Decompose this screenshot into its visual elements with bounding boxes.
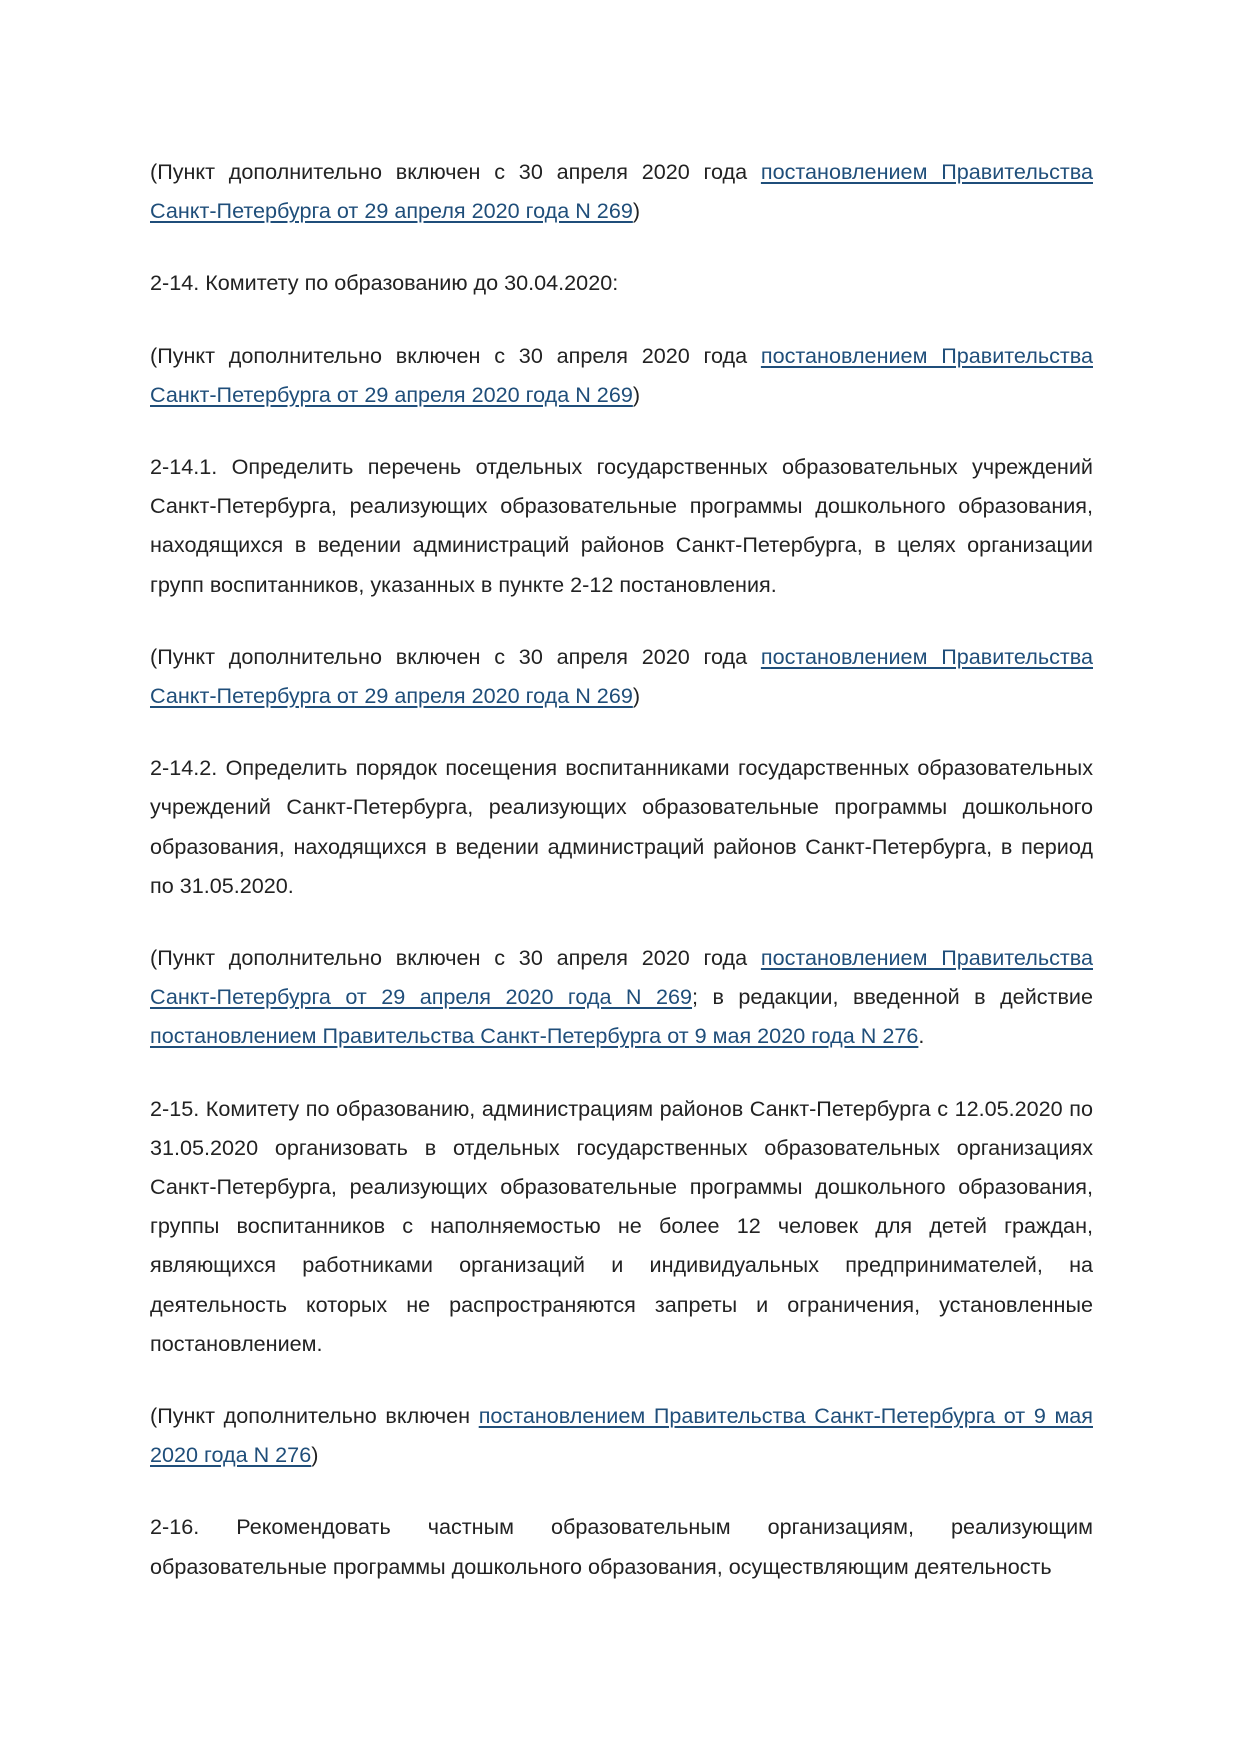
paragraph	[150, 263, 1093, 302]
paragraph-text: (Пункт дополнительно включен с 30 апреля 2020 года	[150, 159, 761, 184]
document-link[interactable]: постановлением Правительства Санкт-Петербурга от 9 мая 2020 года N 276	[150, 1023, 919, 1049]
document-link[interactable]: постановлением Правительства Санкт-Петербурга от 29 апреля 2020 года N 269	[150, 945, 1093, 1010]
paragraph	[150, 447, 1093, 604]
paragraph-text: 2-14.2. Определить порядок посещения воспитанниками государственных образовательных учреждений Санкт-Петербурга, реализующих образовательные программы дошкольного образования, находящихся в ведении администраций районов Санкт-Петербурга, в период по 31.05.2020.	[150, 755, 1093, 898]
paragraph-text: 2-14.1. Определить перечень отдельных государственных образовательных учреждений Санкт-Петербурга, реализующих образовательные программы дошкольного образования, находящихся в ведении администраций районов Санкт-Петербурга, в целях организации групп воспитанников, указанных в пункте 2-12 постановления.	[150, 454, 1093, 597]
paragraph-text: (Пункт дополнительно включен с 30 апреля 2020 года	[150, 643, 761, 669]
paragraph-text: ; в редакции, введенной в действие	[692, 984, 1093, 1010]
document-link[interactable]: постановлением Правительства Санкт-Петербурга от 29 апреля 2020 года N 269	[150, 643, 1093, 709]
paragraph-text: (Пункт дополнительно включен	[150, 1403, 479, 1429]
paragraph-text: )	[311, 1442, 319, 1468]
paragraph	[150, 938, 1093, 1056]
paragraph-text: )	[632, 683, 641, 709]
document-link[interactable]: постановлением Правительства Санкт-Петербурга от 29 апреля 2020 года N 269	[150, 342, 1093, 407]
paragraph-text: 2-14. Комитету по образованию до 30.04.2020:	[150, 270, 619, 296]
paragraph	[150, 1089, 1093, 1363]
document-body	[150, 152, 1093, 1586]
paragraph	[150, 152, 1093, 230]
paragraph-text: (Пункт дополнительно включен с 30 апреля 2020 года	[150, 945, 761, 971]
paragraph-text: )	[632, 381, 641, 407]
paragraph-text: )	[632, 198, 641, 224]
paragraph	[150, 637, 1093, 715]
document-link[interactable]: постановлением Правительства Санкт-Петербурга от 9 мая 2020 года N 276	[150, 1403, 1093, 1468]
paragraph-text: 2-15. Комитету по образованию, администрациям районов Санкт-Петербурга с 12.05.2020 по 31.05.2020 организовать в отдельных государственных образовательных организациях Санкт-Петербурга, реализующих образовательные программы дошкольного образования, группы воспитанников с наполняемостью не более 12 человек для детей граждан, являющихся работниками организаций и индивидуальных предпринимателей, на деятельность которых не распространяются запреты и ограничения, установленные постановлением.	[150, 1095, 1093, 1356]
paragraph	[150, 1507, 1093, 1585]
paragraph-text: (Пункт дополнительно включен с 30 апреля 2020 года	[150, 342, 761, 368]
document-link[interactable]: постановлением Правительства Санкт-Петербурга от 29 апреля 2020 года N 269	[150, 159, 1093, 224]
paragraph-text: .	[918, 1023, 925, 1049]
paragraph	[150, 1396, 1093, 1474]
paragraph-text: 2-16. Рекомендовать частным образовательным организациям, реализующим образовательные программы дошкольного образования, осуществляющим деятельность	[150, 1514, 1093, 1579]
paragraph	[150, 748, 1093, 905]
paragraph	[150, 336, 1093, 414]
